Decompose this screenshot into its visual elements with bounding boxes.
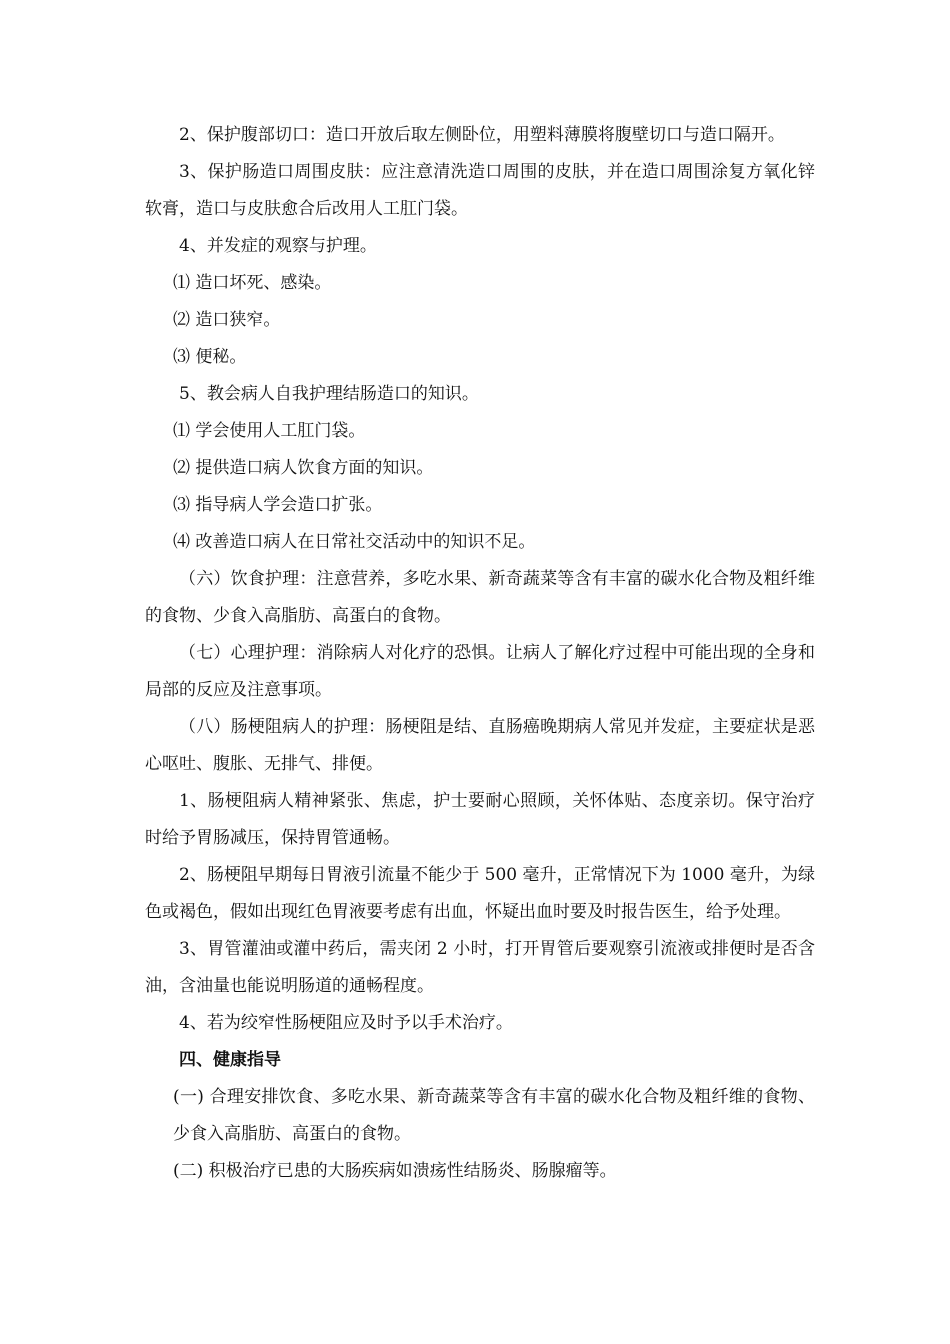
list-item-diet-arrangement: (一) 合理安排饮食、多吃水果、新奇蔬菜等含有丰富的碳水化合物及粗纤维的食物、少食入高脂肪、高蛋白的食物。: [173, 1087, 815, 1144]
section-heading-health-guidance: 四、健康指导: [179, 1050, 281, 1070]
paragraph-obstruction-2: 2、肠梗阻早期每日胃液引流量不能少于 500 毫升，正常情况下为 1000 毫升，为绿色或褐色，假如出现红色胃液要考虑有出血，怀疑出血时要及时报告医生，给予处理。: [145, 865, 815, 922]
paragraph-stoma-incision: 2、保护腹部切口：造口开放后取左侧卧位，用塑料薄膜将腹壁切口与造口隔开。: [179, 125, 785, 145]
paragraph-complications: 4、并发症的观察与护理。: [179, 236, 377, 256]
list-item-social: ⑷ 改善造口病人在日常社交活动中的知识不足。: [173, 532, 536, 552]
list-item-diet-knowledge: ⑵ 提供造口病人饮食方面的知识。: [173, 458, 434, 478]
paragraph-psych-care: （七）心理护理：消除病人对化疗的恐惧。让病人了解化疗过程中可能出现的全身和局部的反应及注意事项。: [145, 643, 815, 700]
list-item-dilation: ⑶ 指导病人学会造口扩张。: [173, 495, 383, 515]
document-page: [145, 117, 815, 1190]
paragraph-diet-care: （六）饮食护理：注意营养，多吃水果、新奇蔬菜等含有丰富的碳水化合物及粗纤维的食物、少食入高脂肪、高蛋白的食物。: [145, 569, 815, 626]
list-item-stenosis: ⑵ 造口狭窄。: [173, 310, 281, 330]
paragraph-obstruction-care: （八）肠梗阻病人的护理：肠梗阻是结、直肠癌晚期病人常见并发症，主要症状是恶心呕吐、腹胀、无排气、排便。: [145, 717, 815, 774]
list-item-constipation: ⑶ 便秘。: [173, 347, 247, 367]
paragraph-obstruction-3: 3、胃管灌油或灌中药后，需夹闭 2 小时，打开胃管后要观察引流液或排便时是否含油，含油量也能说明肠道的通畅程度。: [145, 939, 815, 996]
paragraph-obstruction-4: 4、若为绞窄性肠梗阻应及时予以手术治疗。: [179, 1013, 513, 1033]
list-item-treat-disease: (二) 积极治疗已患的大肠疾病如溃疡性结肠炎、肠腺瘤等。: [173, 1161, 617, 1181]
list-item-necrosis: ⑴ 造口坏死、感染。: [173, 273, 332, 293]
paragraph-stoma-skin: 3、保护肠造口周围皮肤：应注意清洗造口周围的皮肤，并在造口周围涂复方氧化锌软膏，造口与皮肤愈合后改用人工肛门袋。: [145, 162, 815, 219]
paragraph-obstruction-1: 1、肠梗阻病人精神紧张、焦虑，护士要耐心照顾，关怀体贴、态度亲切。保守治疗时给予胃肠减压，保持胃管通畅。: [145, 791, 815, 848]
list-item-colostomy-bag: ⑴ 学会使用人工肛门袋。: [173, 421, 366, 441]
paragraph-self-care: 5、教会病人自我护理结肠造口的知识。: [179, 384, 479, 404]
